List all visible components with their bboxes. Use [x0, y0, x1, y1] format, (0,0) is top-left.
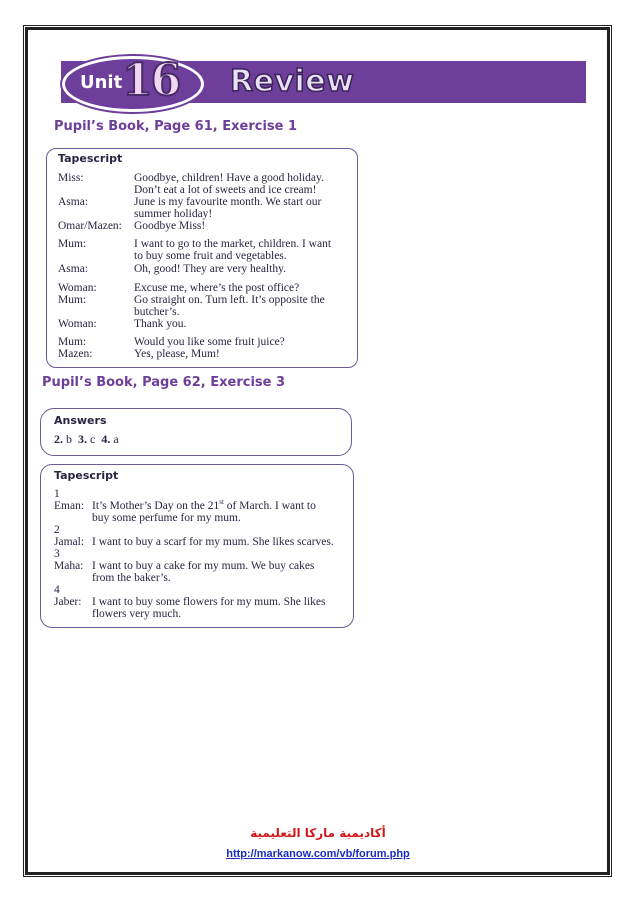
- tapescript-text: I want to buy a scarf for my mum. She likes scarves.: [92, 536, 334, 548]
- tapescript-text: Goodbye, children! Have a good holiday.: [134, 172, 324, 184]
- footer-academy-name: أكاديمية ماركا التعليمية: [250, 826, 386, 840]
- tapescript-title-2: Tapescript: [54, 469, 119, 482]
- tapescript-text: June is my favourite month. We start our: [134, 196, 322, 208]
- tapescript-speaker: Mum:: [58, 336, 87, 348]
- footer-forum-link[interactable]: http://markanow.com/vb/forum.php: [226, 848, 410, 860]
- tapescript-text: from the baker’s.: [92, 572, 171, 584]
- unit-label: Unit: [80, 72, 123, 93]
- tapescript-text: Excuse me, where’s the post office?: [134, 282, 300, 294]
- page-title: Review: [230, 64, 355, 99]
- tapescript-item-number: 3: [54, 548, 60, 560]
- answer-letter: a: [113, 432, 119, 446]
- tapescript-speaker: Maha:: [54, 560, 84, 572]
- tapescript-text: I want to go to the market, children. I want: [134, 238, 332, 250]
- answer-number: 2.: [54, 432, 63, 446]
- tapescript-title-1: Tapescript: [58, 152, 123, 165]
- tapescript-speaker: Mazen:: [58, 348, 93, 360]
- tapescript-text: flowers very much.: [92, 608, 182, 620]
- tapescript-speaker: Miss:: [58, 172, 84, 184]
- tapescript-text: summer holiday!: [134, 208, 213, 220]
- tapescript-speaker: Jaber:: [54, 596, 82, 608]
- tapescript-speaker: Asma:: [58, 263, 89, 275]
- tapescript-text: I want to buy a cake for my mum. We buy cakes: [92, 560, 315, 572]
- tapescript-speaker: Omar/Mazen:: [58, 220, 122, 232]
- tapescript-item-number: 4: [54, 584, 60, 596]
- tapescript-speaker: Jamal:: [54, 536, 85, 548]
- section-heading-exercise-3: Pupil’s Book, Page 62, Exercise 3: [42, 375, 286, 390]
- tapescript-text: Thank you.: [134, 318, 187, 330]
- tapescript-text: Oh, good! They are very healthy.: [134, 263, 287, 275]
- answer-number: 3.: [78, 432, 87, 446]
- answers-title: Answers: [54, 414, 107, 427]
- tapescript-text: Yes, please, Mum!: [134, 348, 220, 360]
- tapescript-item-number: 2: [54, 524, 60, 536]
- answer-letter: c: [90, 432, 96, 446]
- answer-number: 4.: [101, 432, 111, 446]
- tapescript-text: It’s Mother’s Day on the 21st of March. I want to: [92, 498, 316, 512]
- tapescript-speaker: Mum:: [58, 238, 87, 250]
- tapescript-text: to buy some fruit and vegetables.: [134, 250, 287, 262]
- answer-letter: b: [66, 432, 72, 446]
- tapescript-text: buy some perfume for my mum.: [92, 512, 241, 524]
- tapescript-speaker: Asma:: [58, 196, 89, 208]
- section-heading-exercise-1: Pupil’s Book, Page 61, Exercise 1: [54, 119, 298, 134]
- tapescript-speaker: Woman:: [58, 282, 97, 294]
- unit-number: 16: [122, 55, 180, 106]
- tapescript-text: butcher’s.: [134, 306, 180, 318]
- tapescript-speaker: Eman:: [54, 500, 85, 512]
- tapescript-text: Would you like some fruit juice?: [134, 336, 285, 348]
- answers-list: [54, 432, 119, 447]
- tapescript-item-number: 1: [54, 488, 60, 500]
- tapescript-speaker: Mum:: [58, 294, 87, 306]
- tapescript-text: Don’t eat a lot of sweets and ice cream!: [134, 184, 317, 196]
- tapescript-text: I want to buy some flowers for my mum. She likes: [92, 596, 326, 608]
- tapescript-text: Go straight on. Turn left. It’s opposite the: [134, 294, 325, 306]
- tapescript-speaker: Woman:: [58, 318, 97, 330]
- tapescript-text: Goodbye Miss!: [134, 220, 206, 232]
